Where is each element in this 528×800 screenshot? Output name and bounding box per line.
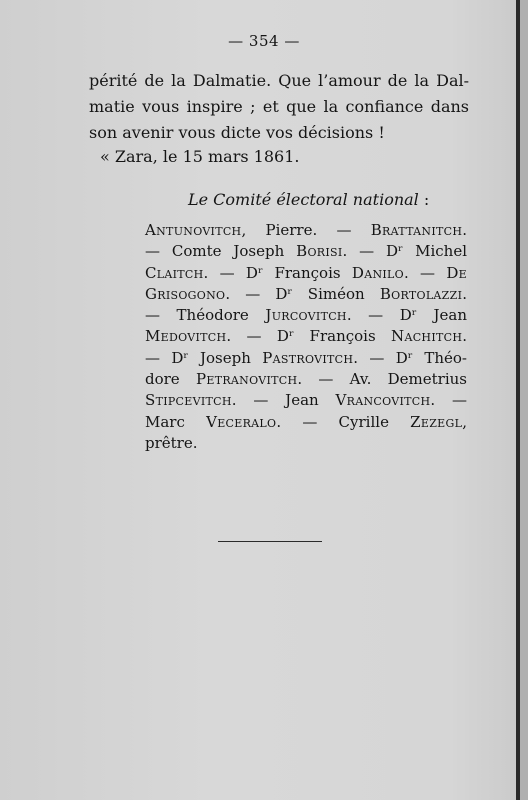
paragraph-line: périté de la Dalmatie. Que l’amour de la Dal-: [89, 71, 469, 90]
signatory-text: . — Cyrille: [276, 412, 411, 431]
signatory-text: . — Jean: [231, 391, 336, 410]
signatory-surname: Medovitch: [145, 327, 227, 346]
signatories-line: [145, 326, 467, 347]
signatory-surname: Petranovitch: [195, 370, 298, 389]
signatory-text: . — Dʳ Siméon: [225, 284, 380, 303]
paragraph-line: son avenir vous dicte vos décisions !: [89, 123, 385, 142]
signatory-text: . — Dʳ François: [203, 263, 352, 282]
signatory-surname: Pastrovitch: [262, 348, 354, 367]
signatory-text: . —: [430, 391, 467, 410]
page-edge-shadow: [520, 0, 528, 800]
signatory-surname: Zezegl: [410, 412, 463, 431]
signatory-text: . — Dʳ Michel: [342, 242, 468, 261]
dateline: « Zara, le 15 mars 1861.: [100, 147, 300, 166]
signatory-text: prêtre.: [145, 433, 198, 452]
signatory-text: .: [462, 221, 467, 239]
committee-title-colon: :: [418, 190, 430, 209]
signatory-text: .: [462, 284, 467, 303]
section-divider: [218, 541, 322, 542]
signatories-list: [145, 220, 467, 454]
signatory-text: ,: [462, 412, 467, 431]
committee-title-text: Le Comité électoral national: [188, 190, 419, 209]
signatories-line: [145, 305, 467, 326]
page-number: — 354 —: [228, 32, 300, 50]
signatory-text: , Pierre. —: [241, 221, 371, 239]
signatory-surname: Grisogono: [145, 284, 226, 303]
signatory-text: . —: [403, 263, 447, 282]
signatories-line: [145, 369, 467, 390]
signatory-text: . — Dʳ Théo-: [353, 348, 468, 367]
signatories-line: [145, 220, 467, 241]
signatories-line: [145, 433, 467, 454]
signatories-line: [145, 412, 467, 433]
signatory-surname: Jurcovitch: [265, 306, 347, 325]
signatory-surname: Veceralo: [206, 412, 277, 431]
signatory-surname: Stipcevitch: [145, 391, 232, 410]
signatory-surname: Antunovitch: [145, 221, 242, 239]
signatories-line: [145, 390, 467, 411]
signatory-text: — Théodore: [145, 306, 266, 325]
signatory-text: — Comte Joseph: [145, 242, 297, 261]
signatory-surname: Bortolazzi: [379, 284, 463, 303]
signatories-line: [145, 241, 467, 262]
signatory-text: . — Dʳ François: [226, 327, 392, 346]
signatory-surname: Vrancovitch: [335, 391, 431, 410]
signatories-line: [145, 348, 467, 369]
paragraph-line: matie vous inspire ; et que la confiance dans: [89, 97, 469, 116]
signatory-text: dore: [145, 370, 196, 389]
signatory-surname: Nachitch: [391, 327, 463, 346]
signatory-text: .: [462, 327, 467, 346]
signatory-text: . — Av. Demetrius: [297, 370, 467, 389]
signatory-surname: Borisi: [296, 242, 343, 261]
signatory-text: Marc: [145, 412, 207, 431]
signatory-surname: Brattanitch: [370, 221, 463, 239]
signatory-surname: De: [446, 263, 467, 282]
signatories-line: [145, 263, 467, 284]
signatory-surname: Claitch: [145, 263, 204, 282]
signatory-text: — Dʳ Joseph: [145, 348, 263, 367]
signatory-text: . — Dʳ Jean: [346, 306, 467, 325]
page-binding-edge: [516, 0, 520, 800]
signatories-line: [145, 284, 467, 305]
body-paragraph: [89, 68, 469, 146]
committee-title: [188, 190, 429, 209]
signatory-surname: Danilo: [351, 263, 404, 282]
